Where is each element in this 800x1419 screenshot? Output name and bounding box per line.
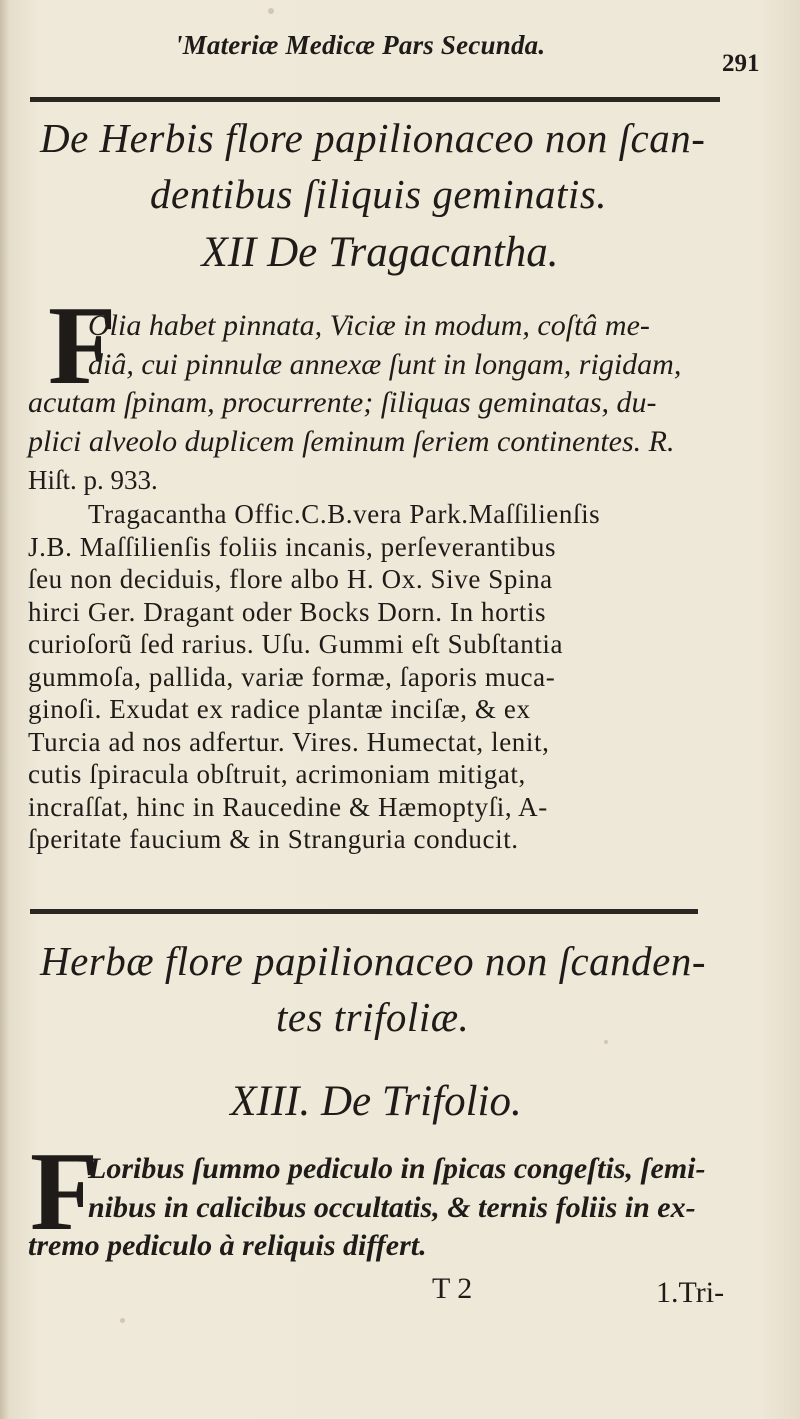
text-line: ginoſi. Exudat ex radice plantæ inciſæ, & ex (28, 694, 531, 724)
signature-mark: T 2 (432, 1272, 473, 1305)
description-paragraph (28, 307, 743, 500)
text-line: ſperitate faucium & in Stranguria conducit. (28, 824, 519, 854)
text-line: acutam ſpinam, procurrente; ſiliquas geminatas, du- (28, 386, 657, 419)
chapter-title: XIII. De Trifolio. (230, 1078, 522, 1125)
section-rule (30, 909, 698, 914)
text-line: Tragacantha Offic.C.B.vera Park.Maſſilienſis (88, 499, 601, 529)
text-line: tremo pediculo à reliquis differt. (28, 1229, 427, 1262)
text-line: Olia habet pinnata, Viciæ in modum, coſtâ me- (88, 309, 650, 342)
text-line: incraſſat, hinc in Raucedine & Hæmoptyſi, A- (28, 791, 548, 822)
text-line: curioſorũ ſed rarius. Uſu. Gummi eſt Subſtantia (28, 629, 564, 659)
drop-cap: F (48, 284, 117, 408)
text-line: Hiſt. p. 933. (28, 465, 158, 495)
section-heading-line: dentibus ſiliquis geminatis. (150, 171, 608, 217)
chapter-title: XII De Tragacantha. (201, 229, 559, 276)
page-number: 291 (722, 50, 760, 77)
section-heading-line: tes trifoliæ. (276, 994, 470, 1040)
section-heading-line: De Herbis flore papilionaceo non ſcan- (40, 115, 706, 161)
catchword: 1.Tri- (656, 1276, 725, 1309)
text-line: nibus in calicibus occultatis, & ternis foliis in ex- (88, 1190, 696, 1224)
text-line: Loribus ſummo pediculo in ſpicas congeſtis, ſemi- (88, 1152, 706, 1185)
text-line: gummoſa, pallida, variæ formæ, ſaporis muca- (28, 661, 556, 692)
section-heading (40, 933, 760, 1045)
text-line: cutis ſpiracula obſtruit, acrimoniam mitigat, (28, 759, 526, 789)
text-line: hirci Ger. Dragant oder Bocks Dorn. In hortis (28, 596, 547, 627)
foxing-spot (604, 1040, 608, 1044)
section-heading (40, 110, 760, 222)
description-paragraph (28, 1150, 743, 1266)
text-line: diâ, cui pinnulæ annexæ ſunt in longam, rigidam, (88, 347, 682, 381)
text-line: J.B. Maſſilienſis foliis incanis, perſeverantibus (28, 531, 557, 562)
foxing-spot (120, 1318, 125, 1323)
text-line: Turcia ad nos adfertur. Vires. Humectat, lenit, (28, 726, 550, 757)
body-paragraph (28, 498, 743, 856)
text-line: ſeu non deciduis, flore albo H. Ox. Sive Spina (28, 564, 553, 594)
drop-cap: F (30, 1130, 99, 1254)
text-line: plici alveolo duplicem ſeminum ſeriem continentes. R. (28, 424, 675, 458)
section-heading-line: Herbæ flore papilionaceo non ſcanden- (40, 938, 707, 984)
running-head: 'Materiæ Medicæ Pars Secunda. (175, 30, 546, 60)
foxing-spot (268, 8, 274, 14)
page-gutter (0, 0, 10, 1419)
header-rule (30, 97, 720, 102)
